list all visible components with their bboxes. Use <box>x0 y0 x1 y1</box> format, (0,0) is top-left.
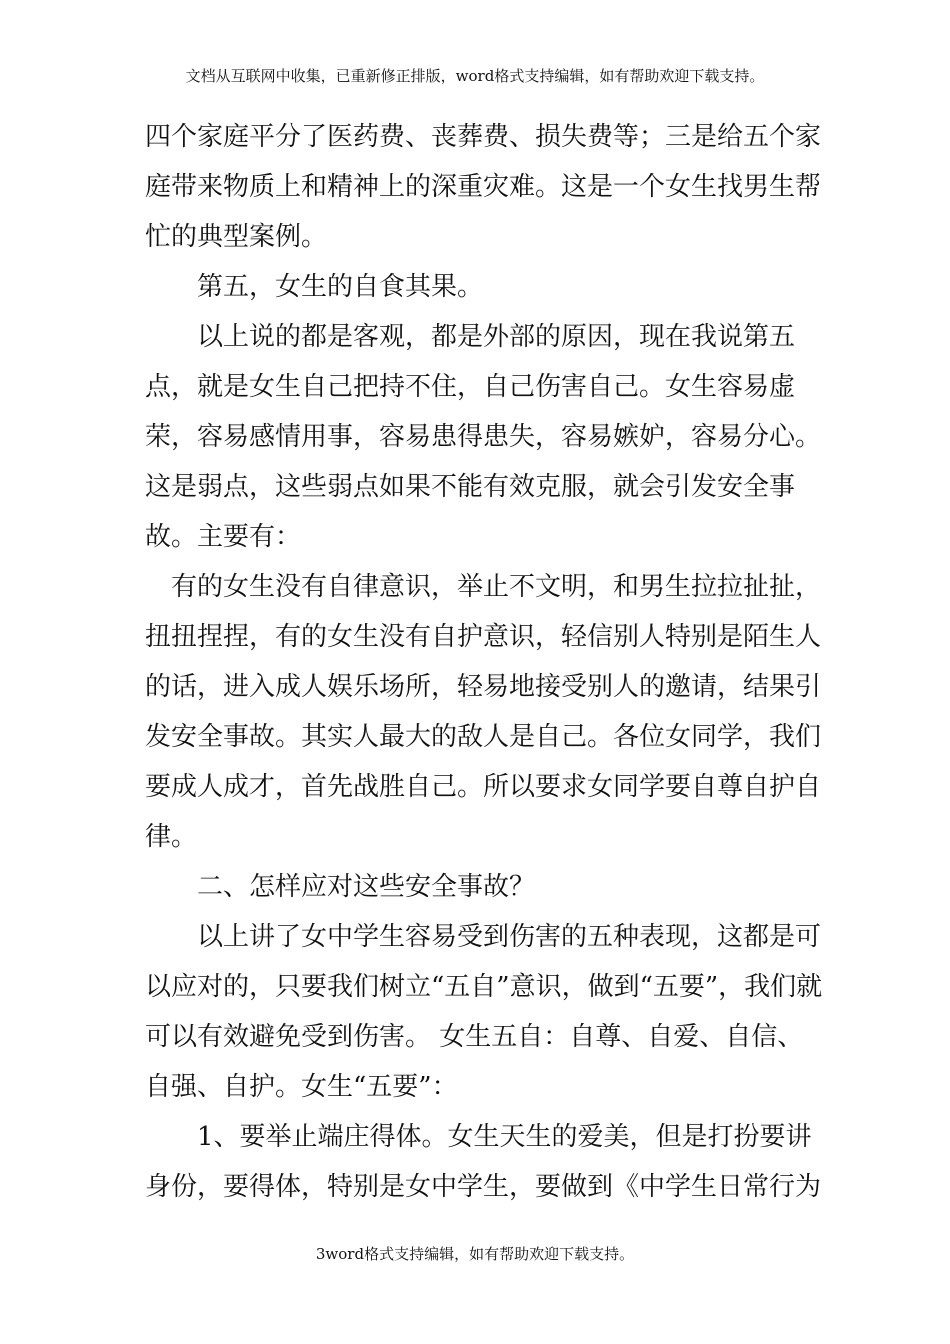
page-footer: 3word格式支持编辑，如有帮助欢迎下载支持。 <box>315 1245 635 1263</box>
paragraph-five-self: 以上讲了女中学生容易受到伤害的五种表现，这都是可以应对的，只要我们树立“五自”意识，做到“五要”，我们就可以有效避免受到伤害。 女生五自：自尊、自爱、自信、自强、自护。女生“五要”： <box>145 922 823 1102</box>
document-body <box>145 112 825 1212</box>
paragraph-item-one: 1、要举止端庄得体。女生天生的爱美，但是打扮要讲身份，要得体，特别是女中学生，要做到《中学生日常行为 <box>145 1122 822 1202</box>
paragraph-fifth-point: 以上说的都是客观，都是外部的原因，现在我说第五点，就是女生自己把持不住，自己伤害自己。女生容易虚荣，容易感情用事，容易患得患失，容易嫉妒，容易分心。这是弱点，这些弱点如果不能有效克服，就会引发安全事故。主要有： <box>145 322 822 552</box>
paragraph-continuation: 四个家庭平分了医药费、丧葬费、损失费等；三是给五个家庭带来物质上和精神上的深重灾难。这是一个女生找男生帮忙的典型案例。 <box>145 122 822 252</box>
paragraph-section-two-heading: 二、怎样应对这些安全事故？ <box>197 872 536 902</box>
paragraph-heading-fifth: 第五，女生的自食其果。 <box>197 272 484 302</box>
paragraph-self-discipline: 有的女生没有自律意识，举止不文明，和男生拉拉扯扯，扭扭捏捏，有的女生没有自护意识，轻信别人特别是陌生人的话，进入成人娱乐场所，轻易地接受别人的邀请，结果引发安全事故。其实人最大的敌人是自己。各位女同学，我们要成人成才，首先战胜自己。所以要求女同学要自尊自护自律。 <box>145 572 822 852</box>
page-header: 文档从互联网中收集，已重新修正排版，word格式支持编辑，如有帮助欢迎下载支持。 <box>185 67 765 85</box>
